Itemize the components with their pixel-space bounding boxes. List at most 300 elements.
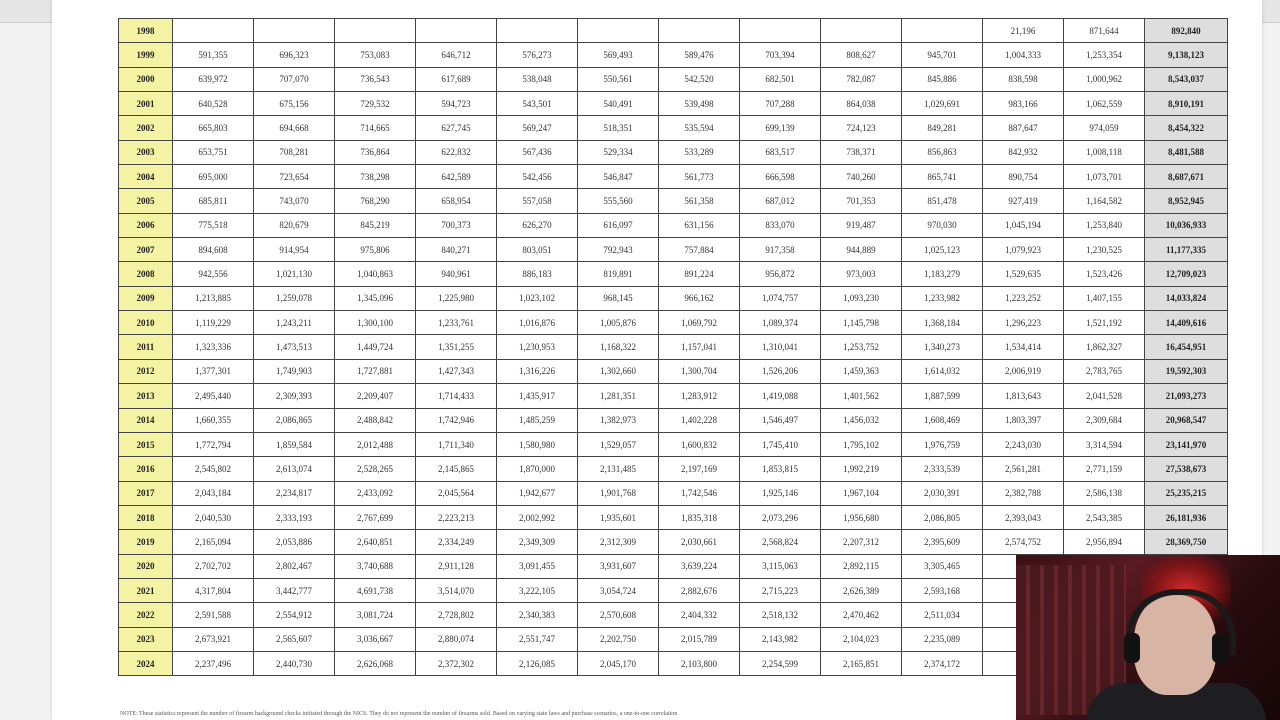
value-cell: 616,097 (578, 213, 659, 237)
value-cell: 708,281 (254, 140, 335, 164)
value-cell: 864,038 (821, 92, 902, 116)
value-cell (416, 19, 497, 43)
value-cell: 1,942,677 (497, 481, 578, 505)
value-cell: 736,543 (335, 67, 416, 91)
value-cell (335, 19, 416, 43)
value-cell: 2,209,407 (335, 384, 416, 408)
value-cell: 973,003 (821, 262, 902, 286)
table-row (119, 408, 1228, 432)
value-cell: 2,395,609 (902, 530, 983, 554)
table-row (119, 116, 1228, 140)
total-cell: 26,181,936 (1145, 505, 1228, 529)
total-cell: 8,543,037 (1145, 67, 1228, 91)
value-cell: 1,025,123 (902, 238, 983, 262)
value-cell: 2,561,281 (983, 457, 1064, 481)
value-cell: 569,493 (578, 43, 659, 67)
value-cell: 1,213,885 (173, 286, 254, 310)
value-cell: 546,847 (578, 165, 659, 189)
value-cell: 1,005,876 (578, 311, 659, 335)
year-cell: 1999 (119, 43, 173, 67)
table-row (119, 335, 1228, 359)
value-cell: 569,247 (497, 116, 578, 140)
year-cell: 2012 (119, 359, 173, 383)
value-cell: 2,309,684 (1064, 408, 1145, 432)
value-cell: 550,561 (578, 67, 659, 91)
value-cell: 845,219 (335, 213, 416, 237)
value-cell: 1,233,982 (902, 286, 983, 310)
value-cell: 1,887,599 (902, 384, 983, 408)
year-cell: 2000 (119, 67, 173, 91)
table-row (119, 43, 1228, 67)
value-cell: 808,627 (821, 43, 902, 67)
value-cell: 740,260 (821, 165, 902, 189)
value-cell: 594,723 (416, 92, 497, 116)
value-cell: 2,235,089 (902, 627, 983, 651)
headset-left-ear-icon (1124, 633, 1140, 663)
value-cell: 1,745,410 (740, 432, 821, 456)
total-cell: 21,093,273 (1145, 384, 1228, 408)
value-cell: 2,518,132 (740, 603, 821, 627)
value-cell: 1,021,130 (254, 262, 335, 286)
value-cell: 940,961 (416, 262, 497, 286)
value-cell: 1,401,562 (821, 384, 902, 408)
value-cell (902, 19, 983, 43)
value-cell: 666,598 (740, 165, 821, 189)
value-cell: 622,832 (416, 140, 497, 164)
value-cell: 775,518 (173, 213, 254, 237)
value-cell: 2,333,539 (902, 457, 983, 481)
value-cell: 1,742,546 (659, 481, 740, 505)
value-cell: 738,371 (821, 140, 902, 164)
value-cell: 1,340,273 (902, 335, 983, 359)
year-cell: 2019 (119, 530, 173, 554)
total-cell: 8,952,945 (1145, 189, 1228, 213)
value-cell: 768,290 (335, 189, 416, 213)
total-cell: 16,454,951 (1145, 335, 1228, 359)
total-cell: 8,454,322 (1145, 116, 1228, 140)
total-cell: 12,709,023 (1145, 262, 1228, 286)
year-cell: 2001 (119, 92, 173, 116)
value-cell: 1,580,980 (497, 432, 578, 456)
value-cell: 983,166 (983, 92, 1064, 116)
value-cell: 3,115,063 (740, 554, 821, 578)
value-cell: 1,377,301 (173, 359, 254, 383)
year-cell: 1998 (119, 19, 173, 43)
value-cell: 2,309,393 (254, 384, 335, 408)
value-cell: 1,967,104 (821, 481, 902, 505)
value-cell: 1,230,953 (497, 335, 578, 359)
value-cell: 2,053,886 (254, 530, 335, 554)
value-cell: 2,767,699 (335, 505, 416, 529)
value-cell: 927,419 (983, 189, 1064, 213)
value-cell: 533,289 (659, 140, 740, 164)
value-cell: 1,300,100 (335, 311, 416, 335)
value-cell: 3,222,105 (497, 578, 578, 602)
year-cell: 2011 (119, 335, 173, 359)
value-cell: 2,433,092 (335, 481, 416, 505)
value-cell: 539,498 (659, 92, 740, 116)
year-cell: 2023 (119, 627, 173, 651)
value-cell: 1,614,032 (902, 359, 983, 383)
value-cell: 2,041,528 (1064, 384, 1145, 408)
value-cell (740, 19, 821, 43)
value-cell: 542,456 (497, 165, 578, 189)
year-cell: 2015 (119, 432, 173, 456)
value-cell: 2,045,170 (578, 651, 659, 675)
year-cell: 2017 (119, 481, 173, 505)
value-cell: 540,491 (578, 92, 659, 116)
value-cell: 1,253,752 (821, 335, 902, 359)
table-row (119, 67, 1228, 91)
value-cell: 2,015,789 (659, 627, 740, 651)
value-cell: 3,514,070 (416, 578, 497, 602)
value-cell: 1,402,228 (659, 408, 740, 432)
value-cell: 1,976,759 (902, 432, 983, 456)
table-row (119, 457, 1228, 481)
value-cell: 1,145,798 (821, 311, 902, 335)
value-cell: 1,300,704 (659, 359, 740, 383)
value-cell: 1,089,374 (740, 311, 821, 335)
value-cell: 685,811 (173, 189, 254, 213)
value-cell: 1,069,792 (659, 311, 740, 335)
value-cell: 627,745 (416, 116, 497, 140)
value-cell: 1,727,881 (335, 359, 416, 383)
year-cell: 2008 (119, 262, 173, 286)
value-cell: 945,701 (902, 43, 983, 67)
value-cell: 1,310,041 (740, 335, 821, 359)
value-cell: 1,523,426 (1064, 262, 1145, 286)
value-cell: 1,456,032 (821, 408, 902, 432)
value-cell: 2,340,383 (497, 603, 578, 627)
value-cell: 2,591,588 (173, 603, 254, 627)
value-cell: 542,520 (659, 67, 740, 91)
table-row (119, 311, 1228, 335)
year-cell: 2004 (119, 165, 173, 189)
value-cell: 2,207,312 (821, 530, 902, 554)
value-cell: 1,316,226 (497, 359, 578, 383)
value-cell: 1,230,525 (1064, 238, 1145, 262)
value-cell: 2,545,802 (173, 457, 254, 481)
value-cell: 3,091,455 (497, 554, 578, 578)
value-cell: 2,771,159 (1064, 457, 1145, 481)
value-cell: 2,470,462 (821, 603, 902, 627)
year-cell: 2009 (119, 286, 173, 310)
value-cell: 1,956,680 (821, 505, 902, 529)
value-cell: 2,243,030 (983, 432, 1064, 456)
value-cell: 2,073,296 (740, 505, 821, 529)
value-cell: 2,012,488 (335, 432, 416, 456)
table-row (119, 359, 1228, 383)
value-cell: 2,728,802 (416, 603, 497, 627)
value-cell: 724,123 (821, 116, 902, 140)
value-cell: 707,288 (740, 92, 821, 116)
value-cell: 1,233,761 (416, 311, 497, 335)
value-cell: 1,004,333 (983, 43, 1064, 67)
total-cell: 8,910,191 (1145, 92, 1228, 116)
value-cell: 1,435,917 (497, 384, 578, 408)
year-cell: 2013 (119, 384, 173, 408)
value-cell: 1,281,351 (578, 384, 659, 408)
table-row (119, 189, 1228, 213)
value-cell: 1,000,962 (1064, 67, 1145, 91)
value-cell: 2,165,094 (173, 530, 254, 554)
value-cell: 2,006,919 (983, 359, 1064, 383)
value-cell: 1,608,469 (902, 408, 983, 432)
value-cell (578, 19, 659, 43)
year-cell: 2010 (119, 311, 173, 335)
year-cell: 2016 (119, 457, 173, 481)
value-cell: 682,501 (740, 67, 821, 91)
value-cell: 2,511,034 (902, 603, 983, 627)
table-row (119, 140, 1228, 164)
value-cell: 2,574,752 (983, 530, 1064, 554)
value-cell: 2,030,661 (659, 530, 740, 554)
total-cell: 23,141,970 (1145, 432, 1228, 456)
value-cell: 2,040,530 (173, 505, 254, 529)
value-cell: 2,393,043 (983, 505, 1064, 529)
value-cell: 1,062,559 (1064, 92, 1145, 116)
value-cell: 1,526,206 (740, 359, 821, 383)
total-cell: 27,538,673 (1145, 457, 1228, 481)
value-cell: 1,714,433 (416, 384, 497, 408)
total-cell: 8,687,671 (1145, 165, 1228, 189)
value-cell: 687,012 (740, 189, 821, 213)
value-cell: 2,554,912 (254, 603, 335, 627)
value-cell (821, 19, 902, 43)
value-cell: 1,302,660 (578, 359, 659, 383)
total-cell: 28,369,750 (1145, 530, 1228, 554)
total-cell: 14,033,824 (1145, 286, 1228, 310)
total-cell: 14,409,616 (1145, 311, 1228, 335)
value-cell: 700,373 (416, 213, 497, 237)
value-cell: 2,333,193 (254, 505, 335, 529)
value-cell: 1,795,102 (821, 432, 902, 456)
value-cell: 1,772,794 (173, 432, 254, 456)
table-row (119, 213, 1228, 237)
value-cell (173, 19, 254, 43)
value-cell: 3,442,777 (254, 578, 335, 602)
total-cell: 9,138,123 (1145, 43, 1228, 67)
value-cell: 2,626,068 (335, 651, 416, 675)
value-cell: 1,073,701 (1064, 165, 1145, 189)
value-cell: 887,647 (983, 116, 1064, 140)
value-cell: 2,202,750 (578, 627, 659, 651)
value-cell (497, 19, 578, 43)
value-cell: 2,626,389 (821, 578, 902, 602)
value-cell: 576,273 (497, 43, 578, 67)
value-cell: 2,349,309 (497, 530, 578, 554)
value-cell: 2,223,213 (416, 505, 497, 529)
year-cell: 2006 (119, 213, 173, 237)
value-cell: 2,551,747 (497, 627, 578, 651)
value-cell: 1,742,946 (416, 408, 497, 432)
table-row (119, 262, 1228, 286)
value-cell: 683,517 (740, 140, 821, 164)
value-cell: 1,485,259 (497, 408, 578, 432)
value-cell: 1,473,513 (254, 335, 335, 359)
value-cell: 1,521,192 (1064, 311, 1145, 335)
table-row (119, 384, 1228, 408)
value-cell: 703,394 (740, 43, 821, 67)
year-cell: 2002 (119, 116, 173, 140)
value-cell: 856,863 (902, 140, 983, 164)
value-cell: 2,911,128 (416, 554, 497, 578)
value-cell: 757,884 (659, 238, 740, 262)
value-cell: 2,593,168 (902, 578, 983, 602)
value-cell: 658,954 (416, 189, 497, 213)
value-cell: 1,168,322 (578, 335, 659, 359)
value-cell: 1,351,255 (416, 335, 497, 359)
value-cell: 3,036,667 (335, 627, 416, 651)
value-cell: 617,689 (416, 67, 497, 91)
value-cell: 2,404,332 (659, 603, 740, 627)
total-cell: 10,036,933 (1145, 213, 1228, 237)
value-cell: 849,281 (902, 116, 983, 140)
value-cell: 782,087 (821, 67, 902, 91)
value-cell: 1,870,000 (497, 457, 578, 481)
value-cell: 851,478 (902, 189, 983, 213)
year-cell: 2021 (119, 578, 173, 602)
value-cell: 894,608 (173, 238, 254, 262)
value-cell: 642,589 (416, 165, 497, 189)
value-cell: 2,143,982 (740, 627, 821, 651)
value-cell: 626,270 (497, 213, 578, 237)
value-cell: 1,243,211 (254, 311, 335, 335)
value-cell: 695,000 (173, 165, 254, 189)
value-cell: 1,016,876 (497, 311, 578, 335)
value-cell: 1,534,414 (983, 335, 1064, 359)
value-cell: 723,654 (254, 165, 335, 189)
value-cell: 1,345,096 (335, 286, 416, 310)
value-cell: 694,668 (254, 116, 335, 140)
value-cell: 2,568,824 (740, 530, 821, 554)
value-cell: 2,880,074 (416, 627, 497, 651)
value-cell: 561,358 (659, 189, 740, 213)
value-cell: 529,334 (578, 140, 659, 164)
value-cell: 890,754 (983, 165, 1064, 189)
value-cell: 696,323 (254, 43, 335, 67)
total-cell: 8,481,588 (1145, 140, 1228, 164)
value-cell: 4,691,738 (335, 578, 416, 602)
value-cell: 1,901,768 (578, 481, 659, 505)
value-cell: 1,853,815 (740, 457, 821, 481)
value-cell: 2,783,765 (1064, 359, 1145, 383)
value-cell: 1,296,223 (983, 311, 1064, 335)
value-cell: 2,673,921 (173, 627, 254, 651)
value-cell: 2,086,805 (902, 505, 983, 529)
table-row (119, 92, 1228, 116)
value-cell: 1,427,343 (416, 359, 497, 383)
value-cell: 699,139 (740, 116, 821, 140)
value-cell: 803,051 (497, 238, 578, 262)
table-row (119, 19, 1228, 43)
value-cell: 2,086,865 (254, 408, 335, 432)
value-cell: 729,532 (335, 92, 416, 116)
value-cell: 1,008,118 (1064, 140, 1145, 164)
value-cell: 2,002,992 (497, 505, 578, 529)
table-row (119, 505, 1228, 529)
value-cell: 753,083 (335, 43, 416, 67)
value-cell: 1,045,194 (983, 213, 1064, 237)
value-cell: 1,813,643 (983, 384, 1064, 408)
value-cell: 2,892,115 (821, 554, 902, 578)
value-cell: 2,956,894 (1064, 530, 1145, 554)
value-cell: 1,600,832 (659, 432, 740, 456)
value-cell: 2,145,865 (416, 457, 497, 481)
value-cell: 2,702,702 (173, 554, 254, 578)
value-cell: 2,882,676 (659, 578, 740, 602)
value-cell: 974,059 (1064, 116, 1145, 140)
table-row (119, 286, 1228, 310)
table-row (119, 530, 1228, 554)
value-cell: 2,586,138 (1064, 481, 1145, 505)
value-cell: 919,487 (821, 213, 902, 237)
value-cell: 2,043,184 (173, 481, 254, 505)
year-cell: 2014 (119, 408, 173, 432)
value-cell: 1,119,229 (173, 311, 254, 335)
value-cell: 2,528,265 (335, 457, 416, 481)
value-cell: 2,237,496 (173, 651, 254, 675)
value-cell: 1,711,340 (416, 432, 497, 456)
value-cell: 543,501 (497, 92, 578, 116)
value-cell: 561,773 (659, 165, 740, 189)
value-cell: 838,598 (983, 67, 1064, 91)
value-cell: 970,030 (902, 213, 983, 237)
value-cell: 2,374,172 (902, 651, 983, 675)
value-cell: 2,234,817 (254, 481, 335, 505)
value-cell: 3,639,224 (659, 554, 740, 578)
value-cell: 2,197,169 (659, 457, 740, 481)
value-cell: 2,045,564 (416, 481, 497, 505)
value-cell: 1,253,840 (1064, 213, 1145, 237)
value-cell: 1,029,691 (902, 92, 983, 116)
value-cell: 743,070 (254, 189, 335, 213)
value-cell: 2,440,730 (254, 651, 335, 675)
value-cell: 591,355 (173, 43, 254, 67)
value-cell: 1,992,219 (821, 457, 902, 481)
value-cell: 1,382,973 (578, 408, 659, 432)
value-cell: 917,358 (740, 238, 821, 262)
value-cell: 707,070 (254, 67, 335, 91)
value-cell: 1,259,078 (254, 286, 335, 310)
value-cell: 1,223,252 (983, 286, 1064, 310)
value-cell: 567,436 (497, 140, 578, 164)
value-cell: 639,972 (173, 67, 254, 91)
value-cell: 2,382,788 (983, 481, 1064, 505)
table-footnote: NOTE: These statistics represent the number of firearm background checks initiated through the NICS. They do not represent the number of firearms sold. Based on varying state laws and purchase scenarios, a one-to-one correlation (120, 711, 678, 717)
value-cell: 2,103,800 (659, 651, 740, 675)
value-cell: 2,570,608 (578, 603, 659, 627)
value-cell: 1,023,102 (497, 286, 578, 310)
table-row (119, 432, 1228, 456)
value-cell: 646,712 (416, 43, 497, 67)
year-cell: 2003 (119, 140, 173, 164)
value-cell: 871,644 (1064, 19, 1145, 43)
value-cell: 1,040,863 (335, 262, 416, 286)
value-cell: 665,803 (173, 116, 254, 140)
value-cell: 914,954 (254, 238, 335, 262)
value-cell: 2,312,309 (578, 530, 659, 554)
year-cell: 2018 (119, 505, 173, 529)
value-cell: 1,157,041 (659, 335, 740, 359)
value-cell: 653,751 (173, 140, 254, 164)
total-cell: 892,840 (1145, 19, 1228, 43)
value-cell: 3,314,594 (1064, 432, 1145, 456)
value-cell: 555,560 (578, 189, 659, 213)
value-cell: 966,162 (659, 286, 740, 310)
value-cell: 1,074,757 (740, 286, 821, 310)
value-cell: 2,372,302 (416, 651, 497, 675)
